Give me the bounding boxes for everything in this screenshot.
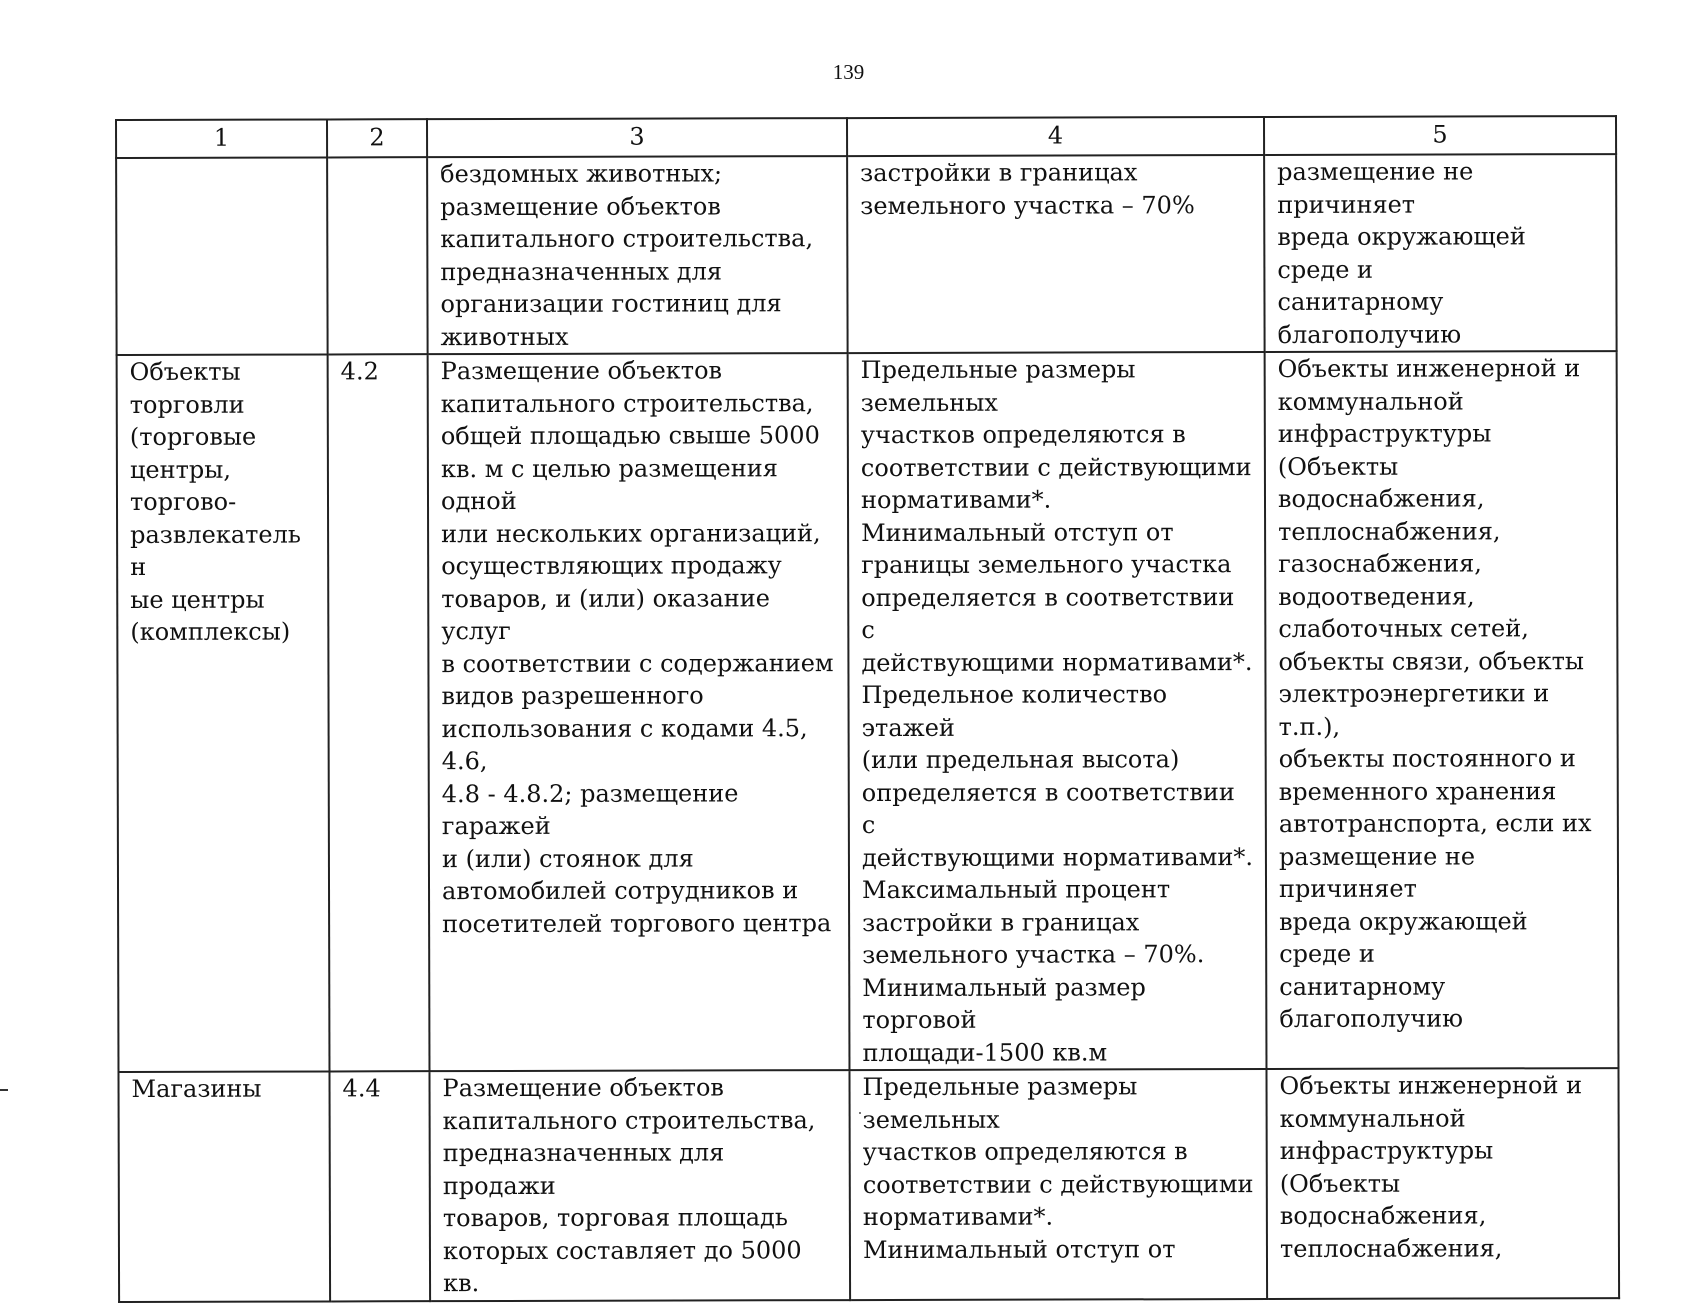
cell-parameters-text: Предельные размеры земельных участков определяются в соответствии с действующими нормативами*. Минимальный отступ от [862, 1070, 1254, 1266]
cell-parameters-text: застройки в границах земельного участка – 70% [860, 156, 1251, 222]
cell-parameters [847, 155, 1265, 353]
cell-description-text: Размещение объектов капитального строительства, предназначенных для продажи товаров, торговая площадь которых составляет до 5000 кв. [442, 1071, 837, 1300]
scan-artifact-dot [859, 1112, 861, 1114]
cell-description [427, 156, 848, 354]
column-header: 5 [1264, 116, 1616, 155]
cell-parameters [848, 352, 1267, 1070]
cell-name [117, 354, 330, 1072]
cell-code [329, 1071, 430, 1301]
table-row [117, 351, 1619, 1072]
column-header: 2 [327, 119, 427, 157]
cell-code [328, 354, 430, 1071]
cell-auxiliary-text: Объекты инженерной и коммунальной инфраструктуры (Объекты водоснабжения, теплоснабжения, [1279, 1069, 1606, 1265]
cell-description [429, 1070, 850, 1301]
scan-artifact-mark [0, 1089, 8, 1091]
cell-auxiliary-text: размещение не причиняет вреда окружающей среде и санитарному благополучию [1277, 155, 1604, 351]
cell-name-text: Магазины [131, 1072, 316, 1105]
cell-code [327, 157, 428, 354]
column-header: 1 [116, 119, 327, 158]
cell-code-text: 4.2 [341, 355, 415, 388]
cell-description-text: Размещение объектов капитального строительства, общей площадью свыше 5000 кв. м с целью размещения одной или нескольких организаций, осуществляющих продажу товаров, и (или) оказание услуг в соответствии с содержанием видов разрешенного использования с кодами 4.5, 4.6, 4.8 - 4.8.2; размещение гаражей и (или) стоянок для автомобилей сотрудников и посетителей торгового центра [441, 354, 837, 940]
cell-parameters-text: Предельные размеры земельных участков определяются в соответствии с действующими нормативами*. Минимальный отступ от границы земельного участка определяется в соответствии с действующими нормативами*. Предельное количество этажей (или предельная высота) определяется в соответствии с действующими нормативами*. Максимальный процент застройки в границах земельного участка – 70%. Минимальный размер торговой площади-1500 кв.м [861, 353, 1254, 1069]
cell-name [118, 1071, 330, 1301]
cell-auxiliary-text: Объекты инженерной и коммунальной инфраструктуры (Объекты водоснабжения, теплоснабжения, газоснабжения, водоотведения, слаботочных сетей, объекты связи, объекты электроэнергетики и т.п.), объекты постоянного и временного хранения автотранспорта, если их размещение не причиняет вреда окружающей среде и санитарному благополучию [1278, 352, 1606, 1035]
cell-auxiliary [1264, 154, 1617, 352]
page-number: 139 [0, 60, 1697, 85]
cell-auxiliary [1265, 351, 1619, 1069]
cell-code-text: 4.4 [342, 1072, 416, 1105]
cell-description-text: бездомных животных; размещение объектов капитального строительства, предназначенных для организации гостиниц для животных [440, 157, 835, 353]
table-header-row [116, 116, 1616, 158]
table-row [116, 154, 1617, 355]
cell-description [428, 353, 850, 1071]
column-header: 3 [427, 118, 847, 157]
cell-name [116, 157, 328, 355]
land-use-table [115, 115, 1620, 1302]
cell-name-text: Объекты торговли (торговые центры, торгово- развлекательн ые центры (комплексы) [130, 355, 316, 648]
cell-parameters [849, 1069, 1267, 1300]
table-row [118, 1068, 1619, 1301]
cell-auxiliary [1266, 1068, 1619, 1298]
column-header: 4 [847, 117, 1264, 156]
